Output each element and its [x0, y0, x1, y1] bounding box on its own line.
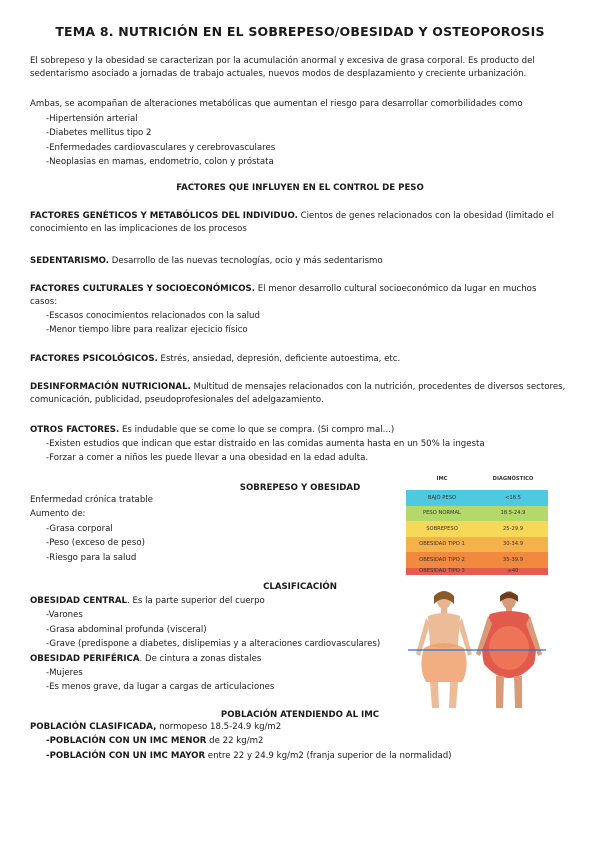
list-item: -Grasa abdominal profunda (visceral) [46, 624, 207, 635]
list-item: -Forzar a comer a niños les puede llevar a una obesidad en la edad adulta. [46, 453, 369, 464]
list-item: -Existen estudios que indican que estar distraido en las comidas aumenta hasta en un 50% la ingesta [46, 439, 485, 449]
clasificacion-block [30, 594, 410, 695]
otros-list [46, 437, 576, 466]
culturales-label: FACTORES CULTURALES Y SOCIOECONÓMICOS. [30, 284, 255, 294]
geneticos-paragraph [30, 210, 575, 236]
otros-paragraph [30, 424, 575, 437]
imc-row [406, 506, 548, 522]
poblacion-menor-text: de 22 kg/m2 [206, 736, 264, 747]
body-fat-figures-illustration [404, 586, 550, 708]
culturales-text: El menor desarrollo cultural socioeconómico da lugar en muchos casos: [30, 284, 537, 308]
periferica-label: OBESIDAD PERIFÉRICA [30, 653, 140, 664]
poblacion-menor-label: -POBLACIÓN CON UN IMC MENOR [46, 736, 207, 747]
list-item: -Riesgo para la salud [46, 552, 137, 563]
poblacion-block [30, 720, 590, 763]
aumento-text: Aumento de: [30, 509, 86, 520]
psicologicos-text: Estrés, ansiedad, depresión, deficiente autoestima, etc. [157, 354, 401, 364]
imc-row-label: PESO NORMAL [423, 510, 461, 517]
imc-row-value: 30-34.9 [502, 541, 524, 548]
imc-row-value: 18.5-24.9 [500, 510, 526, 517]
central-line [30, 594, 410, 608]
imc-row [406, 568, 548, 575]
otros-text: Es indudable que se come lo que se compra. (Si compro mal...) [119, 425, 395, 435]
imc-row-label: OBESIDAD TIPO 1 [419, 541, 465, 548]
list-item: -Grave (predispone a diabetes, dislipemias y a alteraciones cardiovasculares) [46, 639, 381, 650]
factores-heading: FACTORES QUE INFLUYEN EN EL CONTROL DE PESO [176, 183, 424, 193]
otros-label: OTROS FACTORES. [30, 425, 120, 435]
comorbidities-list [46, 112, 546, 170]
poblacion-mayor-line [30, 749, 590, 763]
sobrepeso-block [30, 493, 330, 565]
desinformacion-paragraph [30, 381, 575, 407]
culturales-list [46, 309, 546, 338]
geneticos-text: Cientos de genes relacionados con la obesidad (limitado el conocimiento en las implicaciones de los procesos [30, 211, 554, 235]
imc-row-value: 35-39.9 [502, 556, 524, 563]
poblacion-label: POBLACIÓN CLASIFICADA, [30, 722, 157, 732]
poblacion-text: normopeso 18.5-24.9 kg/m2 [156, 722, 282, 732]
sedentarismo-paragraph [30, 255, 575, 268]
imc-row [406, 552, 548, 568]
imc-row [406, 537, 548, 553]
list-item: -Peso (exceso de peso) [46, 538, 145, 549]
poblacion-mayor-label: -POBLACIÓN CON UN IMC MAYOR [46, 750, 206, 761]
imc-row [406, 521, 548, 537]
intro-paragraph: El sobrepeso y la obesidad se caracterizan por la acumulación anormal y excesiva de grasa corporal. Es producto del sedentarismo asociado a jornadas de trabajo actuales, nuevos modos de desplazamiento y creciente urbanización. [30, 56, 535, 80]
list-item: -Enfermedades cardiovasculares y cerebrovasculares [46, 142, 276, 153]
desinformacion-text: Multitud de mensajes relacionados con la nutrición, procedentes de diversos sectores, comunicación, publicidad, pseudoprofesionales del adelgazamiento. [30, 382, 566, 406]
sedentarismo-label: SEDENTARISMO. [30, 256, 110, 266]
list-item: -Neoplasias en mamas, endometrio, colon y próstata [46, 157, 274, 168]
list-item: -Escasos conocimientos relacionados con la salud [46, 311, 260, 321]
list-item: -Menor tiempo libre para realizar ejecicio físico [46, 325, 248, 336]
sedentarismo-text: Desarrollo de las nuevas tecnologías, ocio y más sedentarismo [109, 256, 383, 266]
list-item: -Es menos grave, da lugar a cargas de articulaciones [46, 682, 275, 693]
ambas-paragraph: Ambas, se acompañan de alteraciones metabólicas que aumentan el riesgo para desarrollar comorbilidades como [30, 99, 523, 109]
imc-row-value: 25-29.9 [502, 525, 524, 532]
geneticos-label: FACTORES GENÉTICOS Y METABÓLICOS DEL INDIVIDUO. [30, 211, 298, 221]
list-item: -Varones [46, 610, 83, 621]
imc-row-label: SOBREPESO [426, 525, 458, 532]
list-item: -Hipertensión arterial [46, 114, 138, 124]
psicologicos-label: FACTORES PSICOLÓGICOS. [30, 354, 158, 364]
clasificacion-heading: CLASIFICACIÓN [263, 582, 337, 592]
central-text: . Es la parte superior del cuerpo [127, 596, 265, 606]
psicologicos-paragraph [30, 353, 575, 366]
sobrepeso-heading: SOBREPESO Y OBESIDAD [239, 483, 361, 493]
central-label: OBESIDAD CENTRAL [30, 596, 127, 606]
imc-header-label: IMC [436, 476, 448, 482]
list-item: -Mujeres [46, 668, 83, 679]
imc-table [406, 476, 548, 584]
imc-row-value: <18.5 [505, 494, 521, 501]
poblacion-line [30, 720, 590, 734]
list-item: -Grasa corporal [46, 523, 113, 534]
page-title: TEMA 8. NUTRICIÓN EN EL SOBREPESO/OBESIDAD Y OSTEOPOROSIS [55, 24, 545, 39]
imc-table-header [406, 476, 548, 490]
periferica-line [30, 652, 410, 666]
imc-row-label: OBESIDAD TIPO 3 [419, 567, 465, 574]
imc-row [406, 490, 548, 506]
poblacion-menor-line [30, 734, 590, 748]
imc-row-label: OBESIDAD TIPO 2 [419, 556, 465, 563]
list-item: -Diabetes mellitus tipo 2 [46, 128, 152, 139]
imc-row-label: BAJO PESO [427, 494, 457, 501]
enfermedad-text: Enfermedad crónica tratable [30, 495, 153, 505]
desinformacion-label: DESINFORMACIÓN NUTRICIONAL. [30, 382, 191, 392]
imc-header-value: DIAGNÓSTICO [492, 476, 534, 482]
imc-row-value: ≥40 [507, 567, 519, 574]
periferica-text: . De cintura a zonas distales [139, 653, 262, 664]
poblacion-mayor-text: entre 22 y 24.9 kg/m2 (franja superior de la normalidad) [205, 750, 452, 761]
poblacion-heading: POBLACIÓN ATENDIENDO AL IMC [220, 710, 380, 720]
culturales-paragraph [30, 283, 560, 309]
